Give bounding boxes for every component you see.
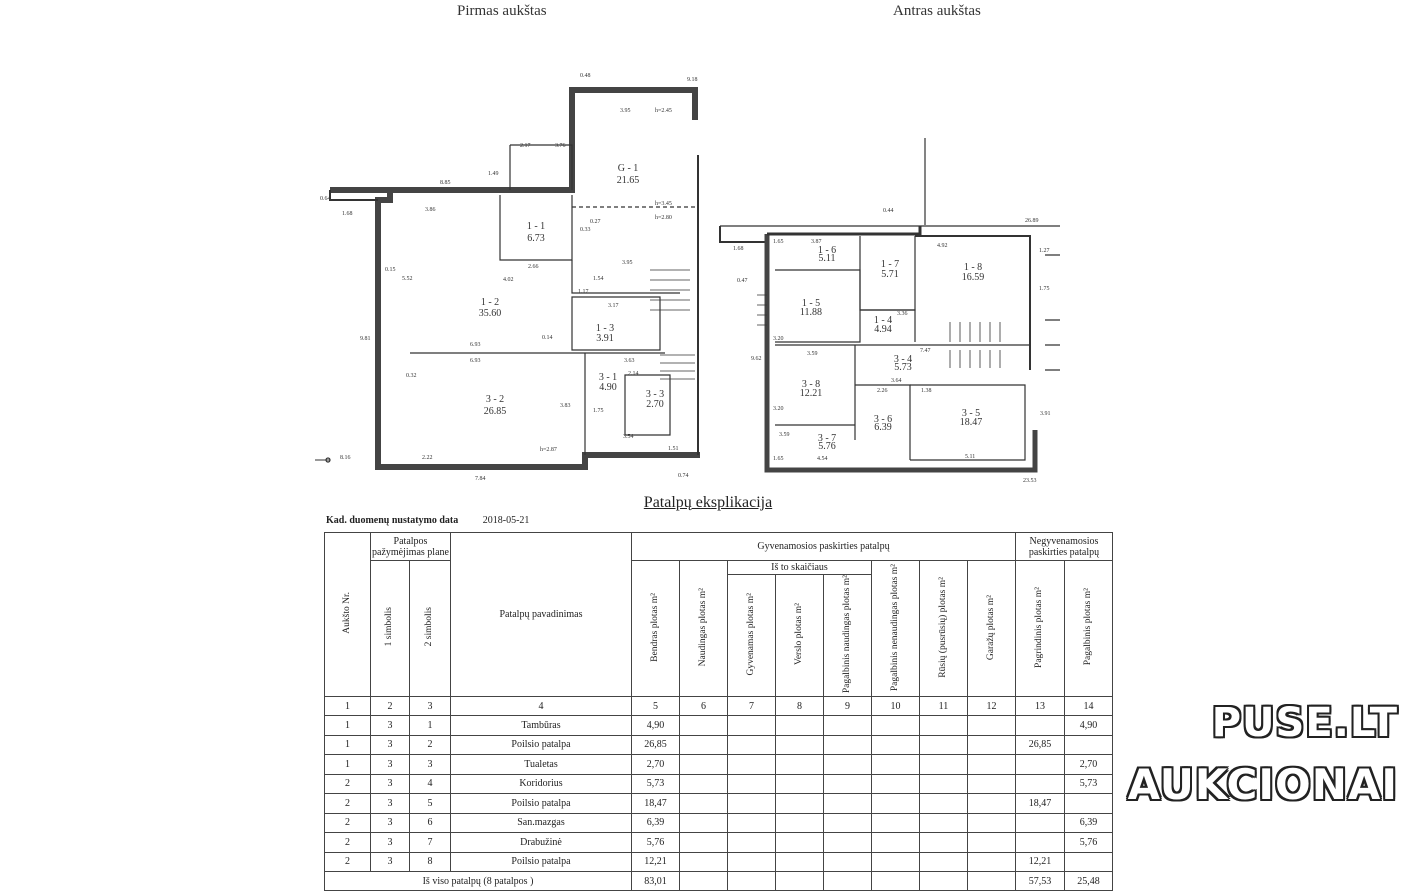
cell-sym1: 3 — [371, 774, 410, 794]
cell-total: 26,85 — [632, 735, 680, 755]
column-number: 2 — [371, 697, 410, 716]
empty-cell — [728, 852, 776, 872]
cell-total: 4,90 — [632, 716, 680, 736]
table-row — [325, 716, 1113, 736]
cell-main — [1016, 774, 1065, 794]
dimension-label: h=2.80 — [655, 215, 672, 221]
empty-cell — [968, 833, 1016, 853]
header-floor-no: Aukšto Nr. — [325, 533, 371, 697]
dimension-label: 0.64 — [320, 196, 331, 202]
cell-sym2: 3 — [410, 755, 451, 775]
empty-cell — [872, 852, 920, 872]
cell-sym2: 4 — [410, 774, 451, 794]
dimension-label: 0.14 — [542, 335, 553, 341]
empty-cell — [680, 794, 728, 814]
dimension-label: 1.65 — [773, 456, 784, 462]
cell-floor: 2 — [325, 813, 371, 833]
cell-floor: 2 — [325, 833, 371, 853]
dimension-label: h=3.45 — [655, 201, 672, 207]
column-number: 13 — [1016, 697, 1065, 716]
empty-cell — [680, 735, 728, 755]
room-area: 6.39 — [874, 422, 892, 433]
cell-total: 18,47 — [632, 794, 680, 814]
cell-sym1: 3 — [371, 794, 410, 814]
dimension-label: 1.38 — [921, 388, 932, 394]
header-residential-group: Gyvenamosios paskirties patalpų — [632, 533, 1016, 561]
empty-cell — [968, 852, 1016, 872]
cell-floor: 1 — [325, 716, 371, 736]
empty-cell — [920, 716, 968, 736]
dimension-label: 1.75 — [593, 408, 604, 414]
empty-cell — [968, 716, 1016, 736]
empty-cell — [872, 833, 920, 853]
dimension-label: 1.68 — [342, 211, 353, 217]
dimension-label: 4.54 — [817, 456, 828, 462]
cell-sym1: 3 — [371, 755, 410, 775]
empty-cell — [872, 735, 920, 755]
dimension-label: 2.14 — [628, 371, 639, 377]
dimension-label: 5.52 — [402, 276, 413, 282]
total-label: Iš viso patalpų (8 patalpos ) — [325, 872, 632, 891]
cell-sym2: 5 — [410, 794, 451, 814]
header-including: Iš to skaičiaus — [728, 561, 872, 575]
watermark-line-1: PUSE.LT — [1211, 700, 1398, 746]
cell-sym1: 3 — [371, 813, 410, 833]
cell-name: Koridorius — [451, 774, 632, 794]
empty-cell — [728, 813, 776, 833]
dimension-label: 2.17 — [520, 143, 531, 149]
room-code: 1 - 2 — [480, 297, 500, 308]
cell-sym1: 3 — [371, 716, 410, 736]
dimension-label: 4.02 — [503, 277, 514, 283]
dimension-label: 3.20 — [773, 406, 784, 412]
cell-main — [1016, 755, 1065, 775]
empty-cell — [776, 852, 824, 872]
header-sym2: 2 simbolis — [410, 561, 451, 697]
first-floor-plan — [310, 35, 710, 485]
empty-cell — [920, 755, 968, 775]
cell-total: 5,76 — [632, 833, 680, 853]
room-code: 3 - 3 — [645, 389, 665, 400]
room-code: 1 - 7 — [880, 259, 900, 270]
dimension-label: 9.18 — [687, 77, 698, 83]
room-area: 6.73 — [527, 233, 545, 244]
column-number: 10 — [872, 697, 920, 716]
column-number: 1 — [325, 697, 371, 716]
cell-aux — [1065, 735, 1113, 755]
dimension-label: 3.20 — [773, 336, 784, 342]
dimension-label: 1.65 — [773, 239, 784, 245]
room-area: 4.94 — [874, 324, 892, 335]
column-number: 11 — [920, 697, 968, 716]
header-garage: Garažų plotas m² — [968, 561, 1016, 697]
dimension-label: 0.74 — [678, 473, 689, 479]
room-code: G - 1 — [617, 163, 639, 174]
cell-aux — [1065, 794, 1113, 814]
dimension-label: 6.93 — [470, 358, 481, 364]
room-area: 26.85 — [483, 406, 507, 417]
dimension-label: 1.51 — [668, 446, 679, 452]
dimension-label: 3.95 — [622, 260, 633, 266]
column-number: 9 — [824, 697, 872, 716]
cell-total: 2,70 — [632, 755, 680, 775]
header-name: Patalpų pavadinimas — [451, 533, 632, 697]
dimension-label: 0.47 — [737, 278, 748, 284]
table-row — [325, 813, 1113, 833]
cell-sym1: 3 — [371, 833, 410, 853]
header-living-area: Gyvenamas plotas m² — [728, 575, 776, 697]
table-row — [325, 774, 1113, 794]
room-code: 3 - 2 — [485, 394, 505, 405]
column-number: 5 — [632, 697, 680, 716]
empty-cell — [776, 735, 824, 755]
cell-aux: 5,76 — [1065, 833, 1113, 853]
empty-cell — [776, 716, 824, 736]
dimension-label: 8.16 — [340, 455, 351, 461]
empty-cell — [680, 755, 728, 775]
room-code: 3 - 7 — [817, 433, 837, 444]
table-row — [325, 755, 1113, 775]
dimension-label: 3.91 — [1040, 411, 1051, 417]
table-row — [325, 852, 1113, 872]
room-area: 12.21 — [799, 388, 823, 399]
watermark-line-2: AUKCIONAI — [1127, 760, 1398, 809]
room-area: 5.11 — [818, 253, 836, 264]
room-area: 5.71 — [881, 269, 899, 280]
dimension-label: 7.84 — [475, 476, 486, 482]
dimension-label: 1.54 — [593, 276, 604, 282]
empty-cell — [680, 852, 728, 872]
total-main: 57,53 — [1016, 872, 1065, 891]
empty-cell — [968, 813, 1016, 833]
header-nonresidential-group: Negyvenamosios paskirties patalpų — [1016, 533, 1113, 561]
column-number: 3 — [410, 697, 451, 716]
dimension-label: 3.95 — [620, 108, 631, 114]
empty-cell — [920, 833, 968, 853]
cell-aux — [1065, 852, 1113, 872]
empty-cell — [824, 833, 872, 853]
second-floor-plan — [715, 130, 1065, 490]
empty-cell — [920, 852, 968, 872]
cell-total: 12,21 — [632, 852, 680, 872]
empty-cell — [824, 794, 872, 814]
date-line — [326, 515, 529, 526]
dimension-label: 3.63 — [624, 358, 635, 364]
column-number: 7 — [728, 697, 776, 716]
room-area: 2.70 — [646, 399, 664, 410]
column-number: 4 — [451, 697, 632, 716]
second-floor-title: Antras aukštas — [893, 3, 981, 19]
dimension-label: 3.83 — [560, 403, 571, 409]
cell-name: Tualetas — [451, 755, 632, 775]
empty-cell — [728, 794, 776, 814]
cell-floor: 2 — [325, 774, 371, 794]
cell-floor: 1 — [325, 755, 371, 775]
room-area: 11.88 — [799, 307, 823, 318]
dimension-label: 7.47 — [920, 348, 931, 354]
cell-aux: 5,73 — [1065, 774, 1113, 794]
column-number: 14 — [1065, 697, 1113, 716]
empty-cell — [872, 755, 920, 775]
empty-cell — [872, 774, 920, 794]
empty-cell — [776, 794, 824, 814]
dimension-label: 0.15 — [385, 267, 396, 273]
header-sym1: 1 simbolis — [371, 561, 410, 697]
cell-name: Tambūras — [451, 716, 632, 736]
cell-total: 5,73 — [632, 774, 680, 794]
cell-sym2: 7 — [410, 833, 451, 853]
dimension-label: 3.87 — [811, 239, 822, 245]
table-row — [325, 794, 1113, 814]
dimension-label: 2.66 — [528, 264, 539, 270]
dimension-label: 0.33 — [580, 227, 591, 233]
dimension-label: 3.59 — [779, 432, 790, 438]
dimension-label: 23.53 — [1023, 478, 1037, 484]
dimension-label: 4.92 — [937, 243, 948, 249]
dimension-label: 8.85 — [440, 180, 451, 186]
room-area: 5.73 — [894, 362, 912, 373]
column-number: 8 — [776, 697, 824, 716]
empty-cell — [728, 833, 776, 853]
empty-cell — [776, 774, 824, 794]
empty-cell — [872, 794, 920, 814]
empty-cell — [776, 813, 824, 833]
empty-cell — [728, 716, 776, 736]
dimension-label: 2.22 — [422, 455, 433, 461]
empty-cell — [920, 794, 968, 814]
cell-sym1: 3 — [371, 735, 410, 755]
header-basement: Rūsių (pusrūsių) plotas m² — [920, 561, 968, 697]
empty-cell — [824, 755, 872, 775]
header-business-area: Verslo plotas m² — [776, 575, 824, 697]
empty-cell — [776, 833, 824, 853]
room-code: 3 - 5 — [961, 408, 981, 419]
empty-cell — [968, 755, 1016, 775]
room-code: 1 - 6 — [817, 245, 837, 256]
column-numbers-row — [325, 697, 1113, 716]
dimension-label: 1.68 — [733, 246, 744, 252]
cell-sym2: 2 — [410, 735, 451, 755]
dimension-label: 6.93 — [470, 342, 481, 348]
dimension-label: 1.49 — [488, 171, 499, 177]
cell-sym2: 8 — [410, 852, 451, 872]
cell-floor: 2 — [325, 794, 371, 814]
dimension-label: 0.27 — [590, 219, 601, 225]
room-area: 18.47 — [959, 417, 983, 428]
cell-main: 18,47 — [1016, 794, 1065, 814]
empty-cell — [968, 794, 1016, 814]
empty-cell — [824, 735, 872, 755]
empty-cell — [920, 735, 968, 755]
room-code: 3 - 6 — [873, 414, 893, 425]
dimension-label: 1.27 — [1039, 248, 1050, 254]
cell-floor: 1 — [325, 735, 371, 755]
room-area: 3.91 — [596, 333, 614, 344]
header-total-area: Bendras plotas m² — [632, 561, 680, 697]
dimension-label: 0.48 — [580, 73, 591, 79]
cell-name: Drabužinė — [451, 833, 632, 853]
empty-cell — [728, 755, 776, 775]
room-code: 3 - 8 — [801, 379, 821, 390]
cell-main — [1016, 813, 1065, 833]
cell-name: Poilsio patalpa — [451, 735, 632, 755]
room-code: 1 - 8 — [963, 262, 983, 273]
dimension-label: 0.44 — [883, 208, 894, 214]
explication-table — [324, 532, 1113, 891]
total-value: 83,01 — [632, 872, 680, 891]
empty-cell — [968, 735, 1016, 755]
cell-aux: 2,70 — [1065, 755, 1113, 775]
explication-title: Patalpų eksplikacija — [643, 494, 773, 511]
date-value: 2018-05-21 — [482, 515, 530, 526]
dimension-label: 3.54 — [623, 434, 634, 440]
cell-sym1: 3 — [371, 852, 410, 872]
dimension-label: h=2.45 — [655, 108, 672, 114]
cell-total: 6,39 — [632, 813, 680, 833]
dimension-label: 1.17 — [578, 289, 589, 295]
room-code: 1 - 1 — [526, 221, 546, 232]
total-aux: 25,48 — [1065, 872, 1113, 891]
date-label: Kad. duomenų nustatymo data — [326, 515, 459, 526]
empty-cell — [824, 716, 872, 736]
empty-cell — [872, 813, 920, 833]
empty-cell — [824, 852, 872, 872]
empty-cell — [776, 755, 824, 775]
empty-cell — [680, 833, 728, 853]
cell-sym2: 6 — [410, 813, 451, 833]
column-number: 12 — [968, 697, 1016, 716]
cell-main — [1016, 716, 1065, 736]
header-aux-nonuseful: Pagalbinis nenaudingas plotas m² — [872, 561, 920, 697]
empty-cell — [680, 716, 728, 736]
cell-sym2: 1 — [410, 716, 451, 736]
dimension-label: 0.32 — [406, 373, 417, 379]
room-code: 1 - 5 — [801, 298, 821, 309]
dimension-label: 3.17 — [608, 303, 619, 309]
dimension-label: 3.59 — [807, 351, 818, 357]
header-useful-area: Naudingas plotas m² — [680, 561, 728, 697]
room-area: 5.76 — [818, 441, 836, 452]
cell-name: Poilsio patalpa — [451, 852, 632, 872]
room-code: 3 - 1 — [598, 372, 618, 383]
empty-cell — [728, 735, 776, 755]
cell-aux: 4,90 — [1065, 716, 1113, 736]
dimension-label: 1.75 — [1039, 286, 1050, 292]
empty-cell — [872, 716, 920, 736]
empty-cell — [920, 813, 968, 833]
cell-aux: 6,39 — [1065, 813, 1113, 833]
room-area: 21.65 — [616, 175, 640, 186]
column-number: 6 — [680, 697, 728, 716]
cell-name: San.mazgas — [451, 813, 632, 833]
empty-cell — [680, 774, 728, 794]
header-main-area: Pagrindinis plotas m² — [1016, 561, 1065, 697]
dimension-label: h=2.87 — [540, 447, 557, 453]
room-code: 3 - 4 — [893, 354, 913, 365]
room-area: 35.60 — [478, 308, 502, 319]
empty-cell — [968, 774, 1016, 794]
cell-floor: 2 — [325, 852, 371, 872]
empty-cell — [824, 774, 872, 794]
empty-cell — [680, 813, 728, 833]
dimension-label: 9.81 — [360, 336, 371, 342]
room-code: 1 - 4 — [873, 315, 893, 326]
dimension-label: 2.26 — [877, 388, 888, 394]
header-marking: Patalpos pažymėjimas plane — [371, 533, 451, 561]
room-area: 16.59 — [961, 272, 985, 283]
empty-cell — [920, 774, 968, 794]
dimension-label: 3.76 — [555, 143, 566, 149]
dimension-label: 5.11 — [965, 454, 976, 460]
cell-main: 12,21 — [1016, 852, 1065, 872]
cell-main: 26,85 — [1016, 735, 1065, 755]
empty-cell — [728, 774, 776, 794]
dimension-label: 3.86 — [425, 207, 436, 213]
total-row — [325, 872, 1113, 891]
table-row — [325, 735, 1113, 755]
room-code: 1 - 3 — [595, 323, 615, 334]
first-floor-title: Pirmas aukštas — [457, 3, 547, 19]
dimension-label: 3.36 — [897, 311, 908, 317]
dimension-label: 9.62 — [751, 356, 762, 362]
header-aux-useful: Pagalbinis naudingas plotas m² — [824, 575, 872, 697]
empty-cell — [824, 813, 872, 833]
table-row — [325, 833, 1113, 853]
cell-main — [1016, 833, 1065, 853]
dimension-label: 26.89 — [1025, 218, 1039, 224]
room-area: 4.90 — [599, 382, 617, 393]
dimension-label: 3.64 — [891, 378, 902, 384]
header-aux-area: Pagalbinis plotas m² — [1065, 561, 1113, 697]
cell-name: Poilsio patalpa — [451, 794, 632, 814]
